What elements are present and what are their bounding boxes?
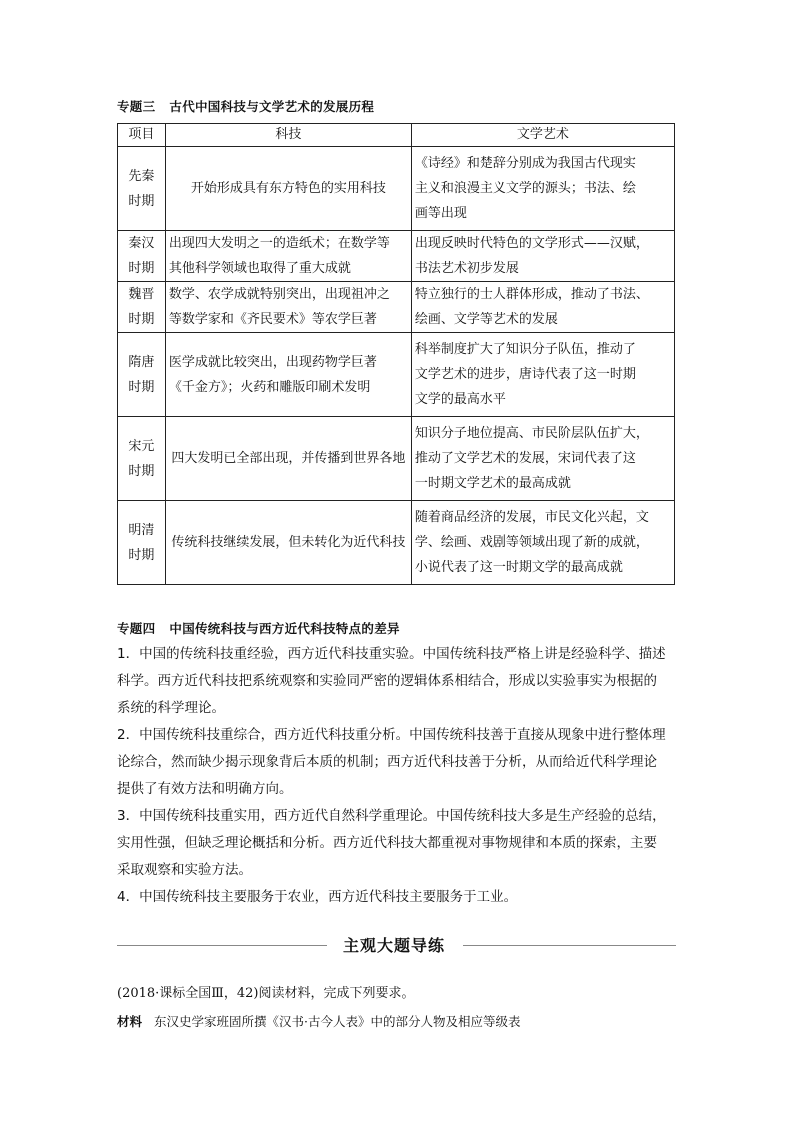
cell-line: 医学成就比较突出，出现药物学巨著 <box>168 354 377 370</box>
table-row <box>118 417 675 501</box>
cell-line: 明清 <box>128 522 155 538</box>
cell-line: 魏晋 <box>128 287 155 302</box>
point-line: 提供了有效方法和明确方向。 <box>117 781 293 797</box>
cell-line: 文学艺术的进步，唐诗代表了这一时期 <box>414 367 636 382</box>
history-table <box>117 123 675 585</box>
material-label: 材料 <box>117 1014 143 1029</box>
point-line: 论综合，然而缺少揭示现象背后本质的机制；西方近代科技善于分析，从而给近代科学理论 <box>117 754 657 770</box>
cell-line: 秦汉 <box>128 236 155 251</box>
difference-points <box>117 641 677 911</box>
material-text: 东汉史学家班固所撰《汉书·古今人表》中的部分人物及相应等级表 <box>154 1014 521 1029</box>
point-line: 3．中国传统科技重实用，西方近代自然科学重理论。中国传统科技大多是生产经验的总结， <box>117 808 666 824</box>
period-cell <box>118 231 166 282</box>
table-header-cell: 项目 <box>118 124 166 147</box>
cell-line: 科举制度扩大了知识分子队伍，推动了 <box>414 342 636 357</box>
cell-line: 《诗经》和楚辞分别成为我国古代现实 <box>414 156 636 171</box>
topic-3-heading <box>117 97 374 115</box>
material-line <box>117 1012 521 1030</box>
cell-line: 数学、农学成就特别突出，出现祖冲之 <box>168 287 390 302</box>
cell-line: 一时期文学艺术的最高成就 <box>414 476 571 491</box>
cell-line: 文学的最高水平 <box>414 392 506 407</box>
point-item <box>117 722 677 803</box>
cell-line: 先秦 <box>128 168 155 184</box>
table-body <box>118 147 675 585</box>
tech-cell <box>165 333 411 417</box>
tech-cell <box>165 282 411 333</box>
art-cell <box>411 417 674 501</box>
point-line: 系统的科学理论。 <box>117 700 225 716</box>
cell-line: 等数学家和《齐民要术》等农学巨著 <box>168 312 377 327</box>
topic-3-title: 古代中国科技与文学艺术的发展历程 <box>169 99 375 114</box>
section-divider-right <box>463 945 676 946</box>
topic-4-number: 专题四 <box>117 621 156 636</box>
cell-line: 出现反映时代特色的文学形式——汉赋， <box>414 236 649 251</box>
cell-line: 书法艺术初步发展 <box>414 261 519 276</box>
cell-line: 《千金方》；火药和雕版印刷术发明 <box>168 379 371 395</box>
cell-line: 学、绘画、戏剧等领域出现了新的成就， <box>414 535 649 550</box>
cell-line: 时期 <box>128 193 155 209</box>
cell-line: 推动了文学艺术的发展，宋词代表了这 <box>414 451 636 466</box>
table-row <box>118 333 675 417</box>
tech-cell <box>165 501 411 585</box>
table-row <box>118 147 675 231</box>
point-line: 4．中国传统科技主要服务于农业，西方近代科技主要服务于工业。 <box>117 889 518 905</box>
cell-line: 小说代表了这一时期文学的最高成就 <box>414 560 623 575</box>
point-item <box>117 803 677 884</box>
cell-line: 知识分子地位提高、市民阶层队伍扩大， <box>414 426 649 441</box>
table-header-row <box>118 124 675 147</box>
cell-line: 绘画、文学等艺术的发展 <box>414 312 558 327</box>
art-cell <box>411 501 674 585</box>
question-source: (2018·课标全国Ⅲ，42)阅读材料，完成下列要求。 <box>117 986 415 1001</box>
cell-line: 随着商品经济的发展，市民文化兴起，文 <box>414 510 649 525</box>
period-cell <box>118 282 166 333</box>
art-cell <box>411 147 674 231</box>
cell-line: 宋元 <box>128 438 155 454</box>
cell-line: 时期 <box>128 379 155 395</box>
point-line: 科学。西方近代科技把系统观察和实验同严密的逻辑体系相结合，形成以实验事实为根据的 <box>117 673 657 689</box>
point-line: 采取观察和实验方法。 <box>117 862 252 878</box>
cell-line: 画等出现 <box>414 206 467 221</box>
table-row <box>118 501 675 585</box>
art-cell <box>411 333 674 417</box>
section-heading: 主观大题导练 <box>343 936 446 955</box>
cell-line: 时期 <box>128 463 155 479</box>
table-row <box>118 231 675 282</box>
period-cell <box>118 147 166 231</box>
cell-line: 特立独行的士人群体形成，推动了书法、 <box>414 287 649 302</box>
table-header-cell: 科技 <box>165 124 411 147</box>
period-cell <box>118 501 166 585</box>
topic-3-number: 专题三 <box>117 99 156 114</box>
topic-4-title: 中国传统科技与西方近代科技特点的差异 <box>169 621 400 636</box>
table-header-cell: 文学艺术 <box>411 124 674 147</box>
period-cell <box>118 417 166 501</box>
tech-cell <box>165 417 411 501</box>
cell-line: 四大发明已全部出现，并传播到世界各地 <box>171 451 406 466</box>
art-cell <box>411 282 674 333</box>
cell-line: 时期 <box>128 312 155 327</box>
topic-4-heading <box>117 619 400 637</box>
cell-line: 传统科技继续发展，但未转化为近代科技 <box>171 535 406 550</box>
point-line: 2．中国传统科技重综合，西方近代科技重分析。中国传统科技善于直接从现象中进行整体理 <box>117 727 666 743</box>
period-cell <box>118 333 166 417</box>
point-item <box>117 884 677 911</box>
point-line: 1．中国的传统科技重经验，西方近代科技重实验。中国传统科技严格上讲是经验科学、描述 <box>117 646 666 662</box>
section-divider-left <box>117 945 327 946</box>
cell-line: 出现四大发明之一的造纸术；在数学等 <box>168 236 390 251</box>
cell-line: 时期 <box>128 261 155 276</box>
tech-cell <box>165 231 411 282</box>
cell-line: 主义和浪漫主义文学的源头；书法、绘 <box>414 181 636 196</box>
cell-line: 开始形成具有东方特色的实用科技 <box>190 181 386 196</box>
table-row <box>118 282 675 333</box>
point-item <box>117 641 677 722</box>
cell-line: 其他科学领域也取得了重大成就 <box>168 261 351 276</box>
art-cell <box>411 231 674 282</box>
cell-line: 隋唐 <box>128 354 155 370</box>
tech-cell <box>165 147 411 231</box>
point-line: 实用性强，但缺乏理论概括和分析。西方近代科技大都重视对事物规律和本质的探索，主要 <box>117 835 657 851</box>
cell-line: 时期 <box>128 547 155 563</box>
